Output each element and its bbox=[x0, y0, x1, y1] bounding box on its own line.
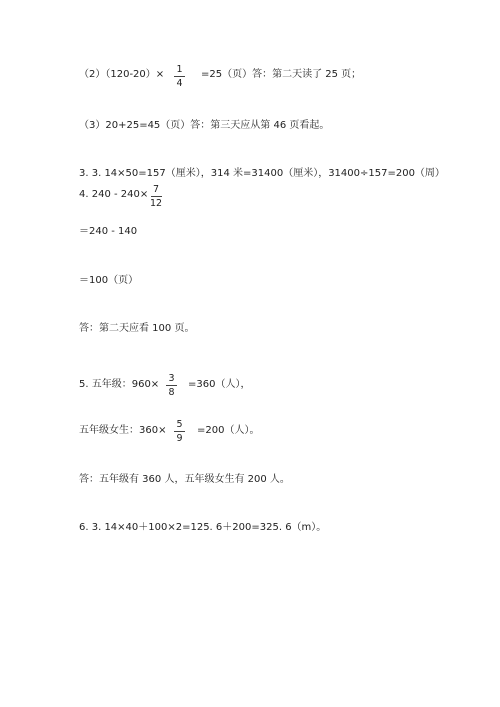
fraction-bar bbox=[166, 385, 177, 386]
fraction-denominator: 8 bbox=[168, 387, 175, 398]
problem-4-step-3: ＝100（页） bbox=[79, 275, 139, 286]
problem-5-step-2-result: =200（人）。 bbox=[197, 425, 260, 436]
fraction-denominator: 9 bbox=[176, 433, 183, 444]
fraction-numerator: 7 bbox=[153, 184, 160, 195]
problem-5-answer: 答：五年级有 360 人，五年级女生有 200 人。 bbox=[79, 474, 290, 485]
problem-4-step-1: 4. 240 - 240× bbox=[79, 189, 149, 200]
fraction-one-quarter bbox=[174, 64, 185, 89]
fraction-numerator: 3 bbox=[168, 373, 175, 384]
fraction-bar bbox=[174, 76, 185, 77]
fraction-denominator: 4 bbox=[176, 78, 183, 89]
problem-5-step-2: 五年级女生：360× bbox=[79, 425, 167, 436]
problem-5-step-1: 5. 五年级：960× bbox=[79, 379, 160, 390]
problem-6-solution: 6. 3. 14×40＋100×2=125. 6＋200=325. 6（m）。 bbox=[79, 522, 327, 533]
line-2-calc: （2）（120-20）× bbox=[79, 69, 165, 80]
fraction-numerator: 5 bbox=[176, 419, 183, 430]
fraction-three-eighths bbox=[166, 373, 177, 398]
fraction-bar bbox=[151, 196, 162, 197]
fraction-numerator: 1 bbox=[176, 64, 183, 75]
problem-4-answer: 答：第二天应看 100 页。 bbox=[79, 323, 195, 334]
fraction-seven-twelfths bbox=[150, 184, 162, 209]
line-3-answer: （3）20+25=45（页）答：第三天应从第 46 页看起。 bbox=[79, 120, 330, 131]
problem-4-step-2: ＝240 - 140 bbox=[79, 226, 138, 237]
fraction-bar bbox=[174, 431, 185, 432]
problem-3-solution: 3. 3. 14×50=157（厘米），314 米=31400（厘米），31400÷157=200（周） bbox=[79, 168, 445, 179]
fraction-five-ninths bbox=[174, 419, 185, 444]
problem-5-step-1-result: =360（人）， bbox=[188, 379, 251, 390]
line-2-answer: =25（页）答：第二天读了 25 页； bbox=[201, 69, 362, 80]
fraction-denominator: 12 bbox=[150, 198, 163, 209]
